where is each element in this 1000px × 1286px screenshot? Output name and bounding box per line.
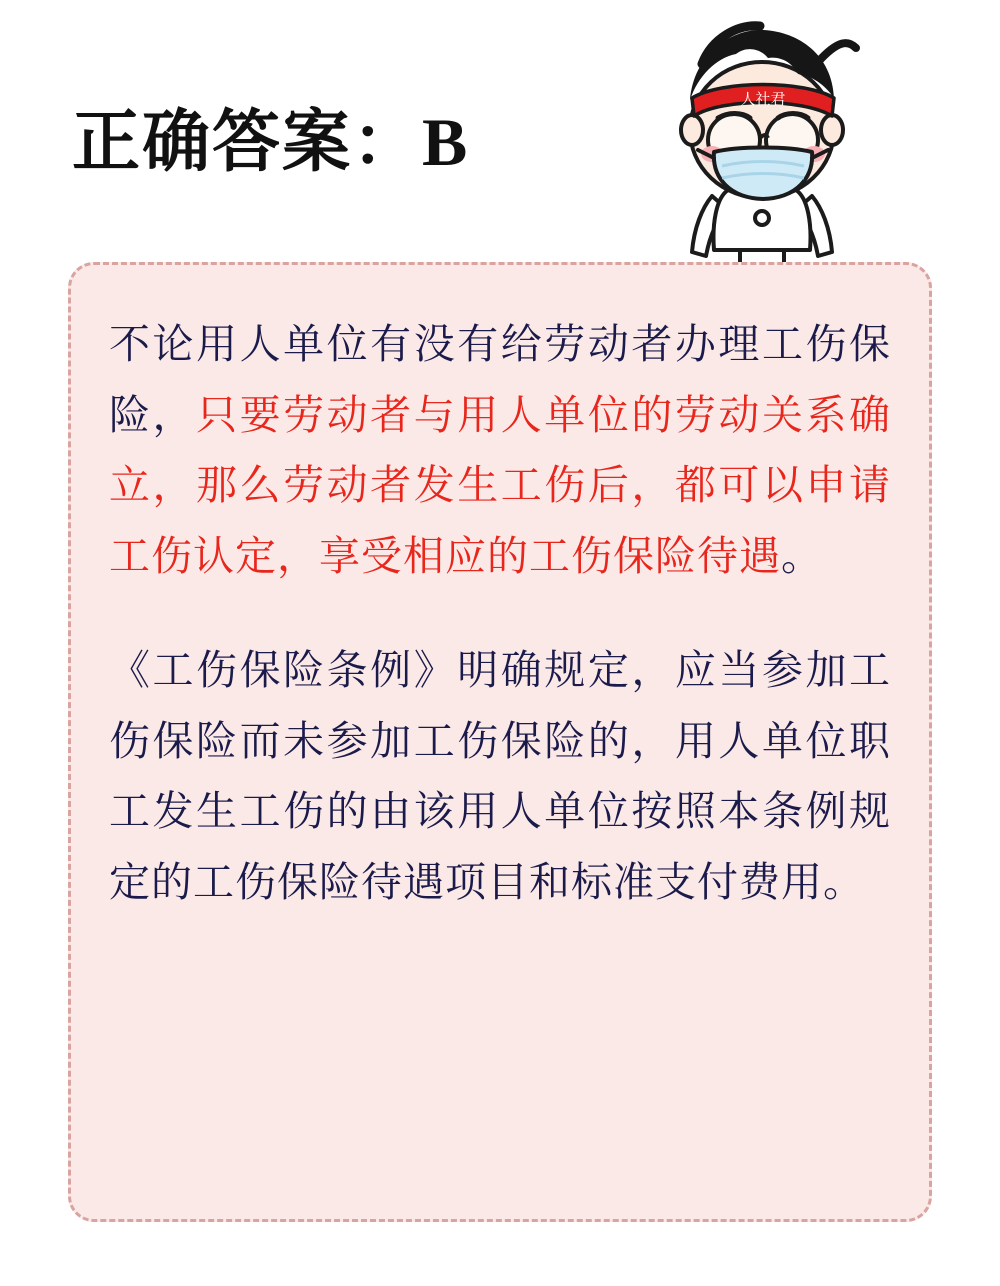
answer-title-prefix: 正确答案： [72,104,423,180]
answer-letter: B [422,104,470,180]
mascot-head [681,26,856,199]
paragraph1-segment-end: 。 [781,531,823,580]
mascot-headband-text: 人社君 [740,90,786,108]
mascot-illustration [642,18,882,264]
paragraph1-segment-highlight: 只要劳动者与用人单位的劳动关系确立，那么劳动者发生工伤后，都可以申请工伤认定，享受相应的工伤保险待遇 [109,390,892,580]
answer-explanation-card [68,262,932,1222]
explanation-paragraph-1 [109,309,891,591]
page-title [72,104,470,180]
paragraph1-segment-dark: 不论用人单位有没有给劳动者办理工伤保险， [109,320,891,439]
header [0,0,1000,248]
explanation-paragraph-2: 《工伤保险条例》明确规定，应当参加工伤保险而未参加工伤保险的，用人单位职工发生工伤的由该用人单位按照本条例规定的工伤保险待遇项目和标准支付费用。 [109,646,891,906]
